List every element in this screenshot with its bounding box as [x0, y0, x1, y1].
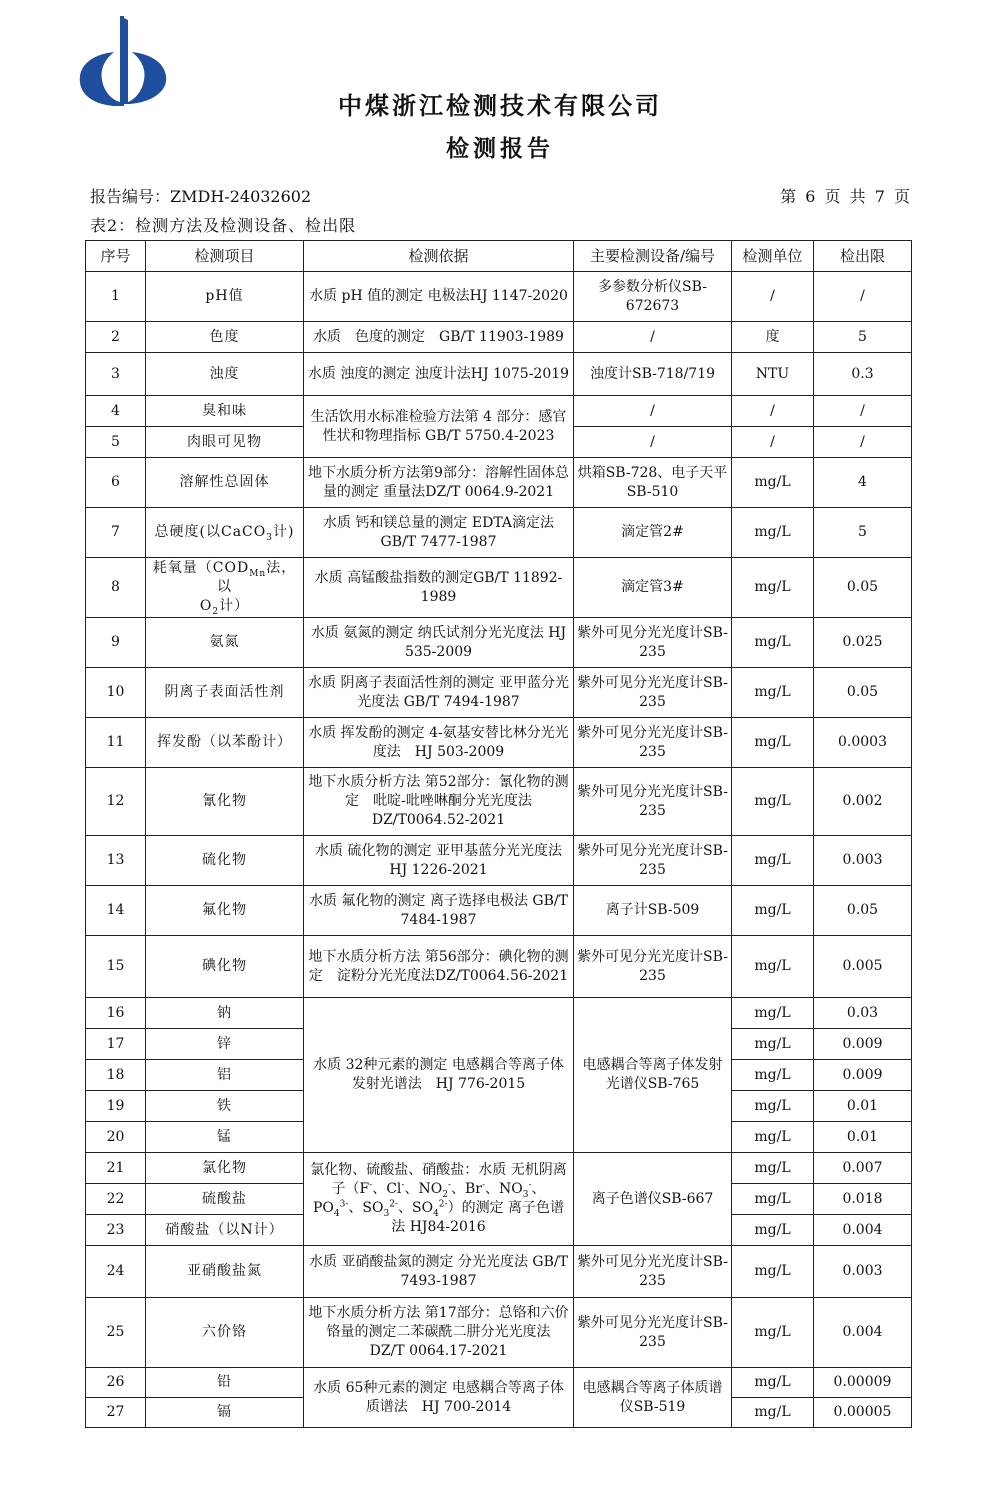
cell-item: 硫化物 — [146, 836, 304, 886]
basis-text: 、PO — [312, 1181, 546, 1216]
cell-unit: mg/L — [732, 718, 814, 768]
cell-unit: mg/L — [732, 1246, 814, 1298]
basis-text: 、SO — [348, 1200, 384, 1216]
table-header-row — [86, 241, 912, 272]
header-unit: 检测单位 — [732, 241, 814, 272]
item-text: 总硬度(以CaCO — [154, 524, 267, 540]
basis-superscript: - — [401, 1180, 405, 1191]
table-row — [86, 618, 912, 668]
cell-item — [146, 558, 304, 618]
item-text: 耗氧量（COD — [152, 560, 250, 576]
table-row — [86, 322, 912, 353]
cell-basis: 水质 挥发酚的测定 4-氨基安替比林分光光度法 HJ 503-2009 — [304, 718, 574, 768]
cell-item: 锌 — [146, 1029, 304, 1060]
cell-limit: 0.05 — [814, 886, 912, 936]
cell-basis: 地下水质分析方法 第17部分：总铬和六价铬量的测定二苯碳酰二肼分光光度法 DZ/T 0064.17-2021 — [304, 1298, 574, 1368]
cell-item: 锰 — [146, 1122, 304, 1153]
cell-limit: 0.05 — [814, 668, 912, 718]
table-row — [86, 998, 912, 1029]
basis-text: 、Cl — [372, 1181, 402, 1197]
cell-basis: 水质 pH 值的测定 电极法HJ 1147-2020 — [304, 272, 574, 322]
cell-unit: mg/L — [732, 1060, 814, 1091]
cell-no: 16 — [86, 998, 146, 1029]
cell-basis: 水质 硫化物的测定 亚甲基蓝分光光度法 HJ 1226-2021 — [304, 836, 574, 886]
cell-equipment: 紫外可见分光光度计SB-235 — [574, 718, 732, 768]
cell-no: 1 — [86, 272, 146, 322]
cell-limit: / — [814, 396, 912, 427]
cell-equipment: 紫外可见分光光度计SB-235 — [574, 1298, 732, 1368]
cell-equipment: 紫外可见分光光度计SB-235 — [574, 1246, 732, 1298]
cell-limit: / — [814, 272, 912, 322]
basis-subscript: 4 — [433, 1208, 439, 1219]
cell-equipment: 电感耦合等离子体质谱仪SB-519 — [574, 1368, 732, 1428]
cell-limit: 0.009 — [814, 1029, 912, 1060]
basis-subscript: 2 — [442, 1189, 448, 1200]
cell-no: 9 — [86, 618, 146, 668]
header-no: 序号 — [86, 241, 146, 272]
cell-limit: 0.004 — [814, 1215, 912, 1246]
cell-unit: mg/L — [732, 998, 814, 1029]
cell-equipment: 离子色谱仪SB-667 — [574, 1153, 732, 1246]
cell-unit: mg/L — [732, 1153, 814, 1184]
cell-no: 14 — [86, 886, 146, 936]
cell-limit: 5 — [814, 322, 912, 353]
cell-item: 氨氮 — [146, 618, 304, 668]
cell-item: 氟化物 — [146, 886, 304, 936]
cell-basis — [304, 1153, 574, 1246]
cell-limit: 0.01 — [814, 1122, 912, 1153]
basis-superscript: - — [528, 1180, 532, 1191]
cell-equipment: 紫外可见分光光度计SB-235 — [574, 836, 732, 886]
cell-unit: mg/L — [732, 618, 814, 668]
cell-no: 6 — [86, 458, 146, 508]
basis-text: 、NO — [404, 1181, 443, 1197]
table-row — [86, 353, 912, 396]
cell-item: 溶解性总固体 — [146, 458, 304, 508]
cell-unit: mg/L — [732, 1091, 814, 1122]
cell-basis: 水质 65种元素的测定 电感耦合等离子体质谱法 HJ 700-2014 — [304, 1368, 574, 1428]
cell-basis: 水质 阴离子表面活性剂的测定 亚甲蓝分光光度法 GB/T 7494-1987 — [304, 668, 574, 718]
table-row — [86, 1153, 912, 1184]
page-info: 第 6 页 共 7 页 — [780, 187, 912, 206]
cell-basis: 生活饮用水标准检验方法第 4 部分：感官性状和物理指标 GB/T 5750.4-2023 — [304, 396, 574, 458]
item-subscript: 3 — [266, 532, 273, 543]
basis-superscript: - — [447, 1180, 451, 1191]
cell-unit: mg/L — [732, 1368, 814, 1398]
cell-no: 21 — [86, 1153, 146, 1184]
cell-limit: 0.007 — [814, 1153, 912, 1184]
basis-text: 、Br — [450, 1181, 482, 1197]
cell-item: 铅 — [146, 1368, 304, 1398]
table-row — [86, 1298, 912, 1368]
cell-item: 臭和味 — [146, 396, 304, 427]
cell-no: 13 — [86, 836, 146, 886]
item-text: 法，以 — [217, 560, 297, 595]
cell-basis: 水质 浊度的测定 浊度计法HJ 1075-2019 — [304, 353, 574, 396]
cell-unit: mg/L — [732, 768, 814, 836]
cell-item — [146, 508, 304, 558]
cell-limit: 0.009 — [814, 1060, 912, 1091]
cell-limit: 0.03 — [814, 998, 912, 1029]
header-limit: 检出限 — [814, 241, 912, 272]
basis-superscript: 3- — [339, 1199, 349, 1210]
cell-limit: 0.01 — [814, 1091, 912, 1122]
cell-equipment: / — [574, 427, 732, 458]
table-row — [86, 1368, 912, 1398]
cell-no: 15 — [86, 936, 146, 998]
cell-unit: mg/L — [732, 1298, 814, 1368]
cell-item: 浊度 — [146, 353, 304, 396]
cell-basis: 地下水质分析方法第9部分：溶解性固体总量的测定 重量法DZ/T 0064.9-2021 — [304, 458, 574, 508]
cell-no: 17 — [86, 1029, 146, 1060]
report-title: 检测报告 — [446, 135, 554, 162]
cell-limit: 0.025 — [814, 618, 912, 668]
cell-item: 硝酸盐（以N计） — [146, 1215, 304, 1246]
cell-limit: 0.002 — [814, 768, 912, 836]
cell-no: 12 — [86, 768, 146, 836]
cell-item: 肉眼可见物 — [146, 427, 304, 458]
cell-unit: mg/L — [732, 1215, 814, 1246]
table-row — [86, 886, 912, 936]
basis-superscript: 2- — [438, 1199, 448, 1210]
header-item: 检测项目 — [146, 241, 304, 272]
table-row — [86, 768, 912, 836]
cell-item: 亚硝酸盐氮 — [146, 1246, 304, 1298]
cell-limit: 0.00009 — [814, 1368, 912, 1398]
cell-limit: 0.018 — [814, 1184, 912, 1215]
item-subscript: Mn — [249, 568, 267, 579]
item-text: O — [199, 598, 213, 614]
cell-no: 5 — [86, 427, 146, 458]
item-text: 计) — [272, 524, 295, 540]
cell-unit: mg/L — [732, 1184, 814, 1215]
cell-unit: mg/L — [732, 1029, 814, 1060]
cell-no: 19 — [86, 1091, 146, 1122]
basis-text: ）的测定 离子色谱法 HJ84-2016 — [391, 1200, 565, 1235]
cell-equipment: / — [574, 396, 732, 427]
cell-item: 阴离子表面活性剂 — [146, 668, 304, 718]
cell-unit: mg/L — [732, 836, 814, 886]
cell-no: 20 — [86, 1122, 146, 1153]
cell-equipment: 电感耦合等离子体发射光谱仪SB-765 — [574, 998, 732, 1153]
cell-basis: 地下水质分析方法 第56部分：碘化物的测定 淀粉分光光度法DZ/T0064.56-2021 — [304, 936, 574, 998]
cell-unit: 度 — [732, 322, 814, 353]
cell-limit: 5 — [814, 508, 912, 558]
cell-no: 25 — [86, 1298, 146, 1368]
cell-basis: 水质 亚硝酸盐氮的测定 分光光度法 GB/T 7493-1987 — [304, 1246, 574, 1298]
cell-no: 18 — [86, 1060, 146, 1091]
table-row — [86, 458, 912, 508]
cell-item: pH值 — [146, 272, 304, 322]
cell-basis: 水质 钙和镁总量的测定 EDTA滴定法 GB/T 7477-1987 — [304, 508, 574, 558]
basis-text: 氯化物、硫酸盐、硝酸盐：水质 无机阴离子（F — [310, 1162, 567, 1197]
cell-no: 22 — [86, 1184, 146, 1215]
report-number — [90, 184, 311, 207]
cell-basis: 水质 色度的测定 GB/T 11903-1989 — [304, 322, 574, 353]
cell-basis: 地下水质分析方法 第52部分：氰化物的测定 吡啶-吡唑啉酮分光光度法 DZ/T0064.52-2021 — [304, 768, 574, 836]
header-basis: 检测依据 — [304, 241, 574, 272]
cell-equipment: 滴定管3# — [574, 558, 732, 618]
cell-no: 24 — [86, 1246, 146, 1298]
cell-item: 硫酸盐 — [146, 1184, 304, 1215]
cell-limit: 4 — [814, 458, 912, 508]
cell-unit: mg/L — [732, 886, 814, 936]
cell-no: 3 — [86, 353, 146, 396]
basis-subscript: 4 — [333, 1208, 340, 1219]
cell-item: 六价铬 — [146, 1298, 304, 1368]
cell-unit: mg/L — [732, 558, 814, 618]
cell-item: 碘化物 — [146, 936, 304, 998]
basis-superscript: - — [369, 1180, 373, 1191]
cell-equipment: 紫外可见分光光度计SB-235 — [574, 768, 732, 836]
cell-limit: 0.005 — [814, 936, 912, 998]
basis-subscript: 3 — [522, 1189, 529, 1200]
cell-unit: / — [732, 427, 814, 458]
cell-no: 23 — [86, 1215, 146, 1246]
cell-limit: 0.05 — [814, 558, 912, 618]
cell-item: 钠 — [146, 998, 304, 1029]
report-number-value: ZMDH-24032602 — [170, 187, 312, 206]
table-row — [86, 718, 912, 768]
cell-basis: 水质 氨氮的测定 纳氏试剂分光光度法 HJ 535-2009 — [304, 618, 574, 668]
basis-superscript: 2- — [389, 1199, 398, 1210]
item-subscript: 2 — [212, 606, 220, 617]
report-number-label: 报告编号： — [90, 187, 171, 206]
cell-item: 铁 — [146, 1091, 304, 1122]
basis-superscript: - — [481, 1180, 486, 1191]
cell-equipment: 离子计SB-509 — [574, 886, 732, 936]
methods-table — [85, 240, 912, 1428]
cell-equipment: / — [574, 322, 732, 353]
cell-unit: mg/L — [732, 936, 814, 998]
cell-limit: 0.0003 — [814, 718, 912, 768]
cell-unit: / — [732, 396, 814, 427]
cell-item: 色度 — [146, 322, 304, 353]
cell-item: 铝 — [146, 1060, 304, 1091]
cell-basis: 水质 高锰酸盐指数的测定GB/T 11892-1989 — [304, 558, 574, 618]
cell-item: 镉 — [146, 1398, 304, 1428]
table-row — [86, 668, 912, 718]
cell-basis: 水质 32种元素的测定 电感耦合等离子体发射光谱法 HJ 776-2015 — [304, 998, 574, 1153]
cell-item: 挥发酚（以苯酚计） — [146, 718, 304, 768]
cell-unit: mg/L — [732, 508, 814, 558]
cell-no: 11 — [86, 718, 146, 768]
cell-no: 8 — [86, 558, 146, 618]
cell-equipment: 紫外可见分光光度计SB-235 — [574, 618, 732, 668]
table-caption: 表2：检测方法及检测设备、检出限 — [90, 216, 357, 235]
table-row — [86, 1246, 912, 1298]
cell-equipment: 烘箱SB-728、电子天平SB-510 — [574, 458, 732, 508]
table-row — [86, 396, 912, 427]
cell-unit: NTU — [732, 353, 814, 396]
cell-no: 2 — [86, 322, 146, 353]
cell-item: 氰化物 — [146, 768, 304, 836]
cell-no: 27 — [86, 1398, 146, 1428]
cell-unit: mg/L — [732, 458, 814, 508]
cell-limit: / — [814, 427, 912, 458]
cell-equipment: 滴定管2# — [574, 508, 732, 558]
basis-text: 、SO — [397, 1200, 434, 1216]
cell-equipment: 浊度计SB-718/719 — [574, 353, 732, 396]
header-equipment: 主要检测设备/编号 — [574, 241, 732, 272]
cell-limit: 0.00005 — [814, 1398, 912, 1428]
company-name: 中煤浙江检测技术有限公司 — [338, 91, 662, 120]
cell-limit: 0.3 — [814, 353, 912, 396]
cell-equipment: 紫外可见分光光度计SB-235 — [574, 936, 732, 998]
cell-no: 10 — [86, 668, 146, 718]
cell-item: 氯化物 — [146, 1153, 304, 1184]
cell-no: 7 — [86, 508, 146, 558]
cell-limit: 0.003 — [814, 836, 912, 886]
cell-equipment: 紫外可见分光光度计SB-235 — [574, 668, 732, 718]
table-row — [86, 558, 912, 618]
table-row — [86, 508, 912, 558]
cell-no: 26 — [86, 1368, 146, 1398]
cell-unit: mg/L — [732, 668, 814, 718]
table-row — [86, 836, 912, 886]
cell-basis: 水质 氟化物的测定 离子选择电极法 GB/T 7484-1987 — [304, 886, 574, 936]
cell-equipment: 多参数分析仪SB-672673 — [574, 272, 732, 322]
cell-unit: / — [732, 272, 814, 322]
item-text: 计） — [219, 598, 250, 614]
cell-no: 4 — [86, 396, 146, 427]
cell-unit: mg/L — [732, 1122, 814, 1153]
basis-subscript: 3 — [383, 1208, 390, 1219]
cell-limit: 0.004 — [814, 1298, 912, 1368]
cell-unit: mg/L — [732, 1398, 814, 1428]
table-row — [86, 272, 912, 322]
table-row — [86, 936, 912, 998]
cell-limit: 0.003 — [814, 1246, 912, 1298]
basis-text: 、NO — [485, 1181, 523, 1197]
